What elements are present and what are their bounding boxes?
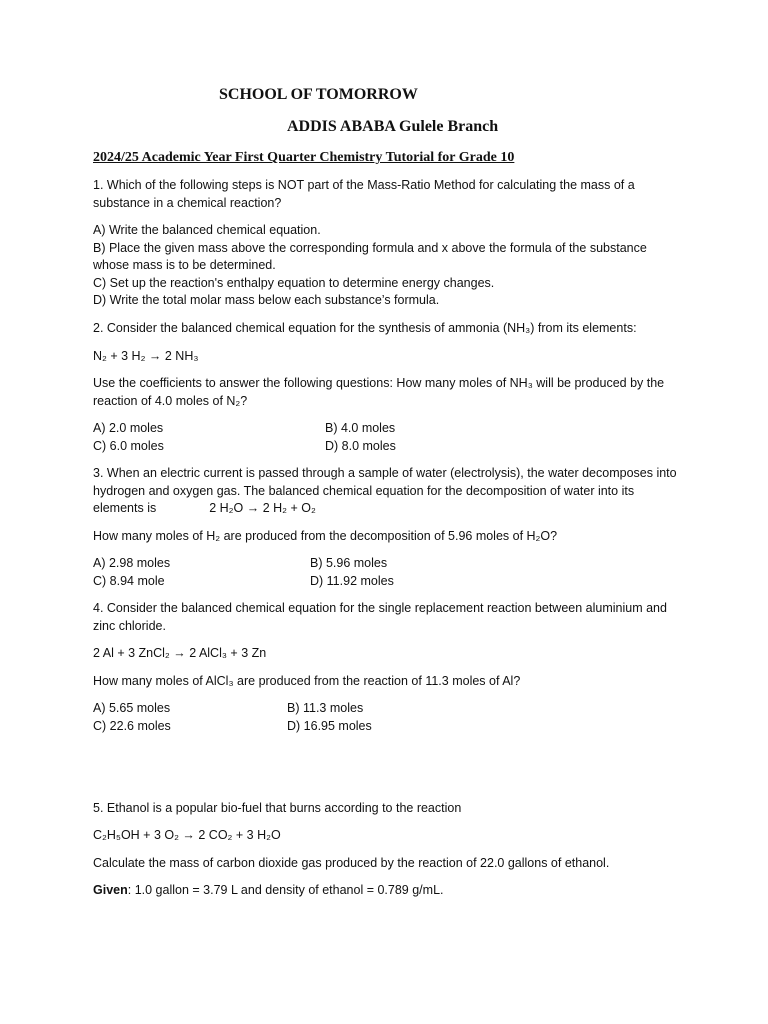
question-2-question: Use the coefficients to answer the following questions: How many moles of NH₃ will be produced by the reaction of 4.0 moles of N₂? (93, 376, 665, 408)
question-4-text: 4. Consider the balanced chemical equation for the single replacement reaction between aluminium and zinc chloride. (93, 601, 667, 633)
branch-title: ADDIS ABABA Gulele Branch (287, 118, 499, 135)
question-3-option-b: B) 5.96 moles (310, 556, 388, 570)
question-2-option-b: B) 4.0 moles (325, 421, 396, 435)
question-4-question: How many moles of AlCl₃ are produced from the reaction of 11.3 moles of Al? (93, 674, 521, 688)
question-1-text: 1. Which of the following steps is NOT part of the Mass-Ratio Method for calculating the mass of a substance in a chemical reaction? (93, 178, 635, 210)
question-2-equation: N₂ + 3 H₂ → 2 NH₃ (93, 349, 199, 363)
question-1-option-d: D) Write the total molar mass below each substance’s formula. (93, 293, 440, 307)
question-3-text: 3. When an electric current is passed through a sample of water (electrolysis), the water decomposes into hydrogen and oxygen gas. The balanced chemical equation for the decomposition of water into its elements is (93, 466, 677, 515)
question-2-option-d: D) 8.0 moles (325, 439, 396, 453)
question-3-option-c: C) 8.94 mole (93, 574, 165, 588)
question-3-option-a: A) 2.98 moles (93, 556, 171, 570)
question-3-question: How many moles of H₂ are produced from the decomposition of 5.96 moles of H₂O? (93, 529, 558, 543)
question-5-text: 5. Ethanol is a popular bio-fuel that burns according to the reaction (93, 801, 462, 815)
question-2-option-c: C) 6.0 moles (93, 439, 164, 453)
question-5-question: Calculate the mass of carbon dioxide gas produced by the reaction of 22.0 gallons of ethanol. (93, 856, 610, 870)
question-4-equation: 2 Al + 3 ZnCl₂ → 2 AlCl₃ + 3 Zn (93, 646, 267, 660)
question-1-option-b: B) Place the given mass above the corresponding formula and x above the formula of the substance whose mass is to be determined. (93, 240, 647, 272)
question-1 (93, 177, 683, 212)
question-5-given-label: Given (93, 883, 128, 897)
question-2-option-a: A) 2.0 moles (93, 421, 164, 435)
question-3-equation: 2 H₂O → 2 H₂ + O₂ (209, 501, 316, 515)
school-title: SCHOOL OF TOMORROW (219, 86, 418, 103)
question-1-options (93, 222, 683, 310)
question-2-text: 2. Consider the balanced chemical equation for the synthesis of ammonia (NH₃) from its elements: (93, 321, 637, 335)
question-4-option-b: B) 11.3 moles (287, 701, 364, 715)
question-1-option-c: C) Set up the reaction's enthalpy equation to determine energy changes. (93, 275, 495, 290)
question-3 (93, 465, 683, 518)
question-3-option-d: D) 11.92 moles (310, 574, 394, 588)
question-5-given-text: : 1.0 gallon = 3.79 L and density of ethanol = 0.789 g/mL. (127, 883, 444, 897)
question-1-option-a: A) Write the balanced chemical equation. (93, 223, 321, 237)
question-4-option-d: D) 16.95 moles (287, 719, 372, 733)
question-4-option-c: C) 22.6 moles (93, 719, 171, 733)
question-5-equation: C₂H₅OH + 3 O₂ → 2 CO₂ + 3 H₂O (93, 828, 281, 842)
question-5-given (93, 882, 683, 900)
question-4-option-a: A) 5.65 moles (93, 701, 171, 715)
tutorial-subtitle: 2024/25 Academic Year First Quarter Chemistry Tutorial for Grade 10 (93, 150, 515, 165)
